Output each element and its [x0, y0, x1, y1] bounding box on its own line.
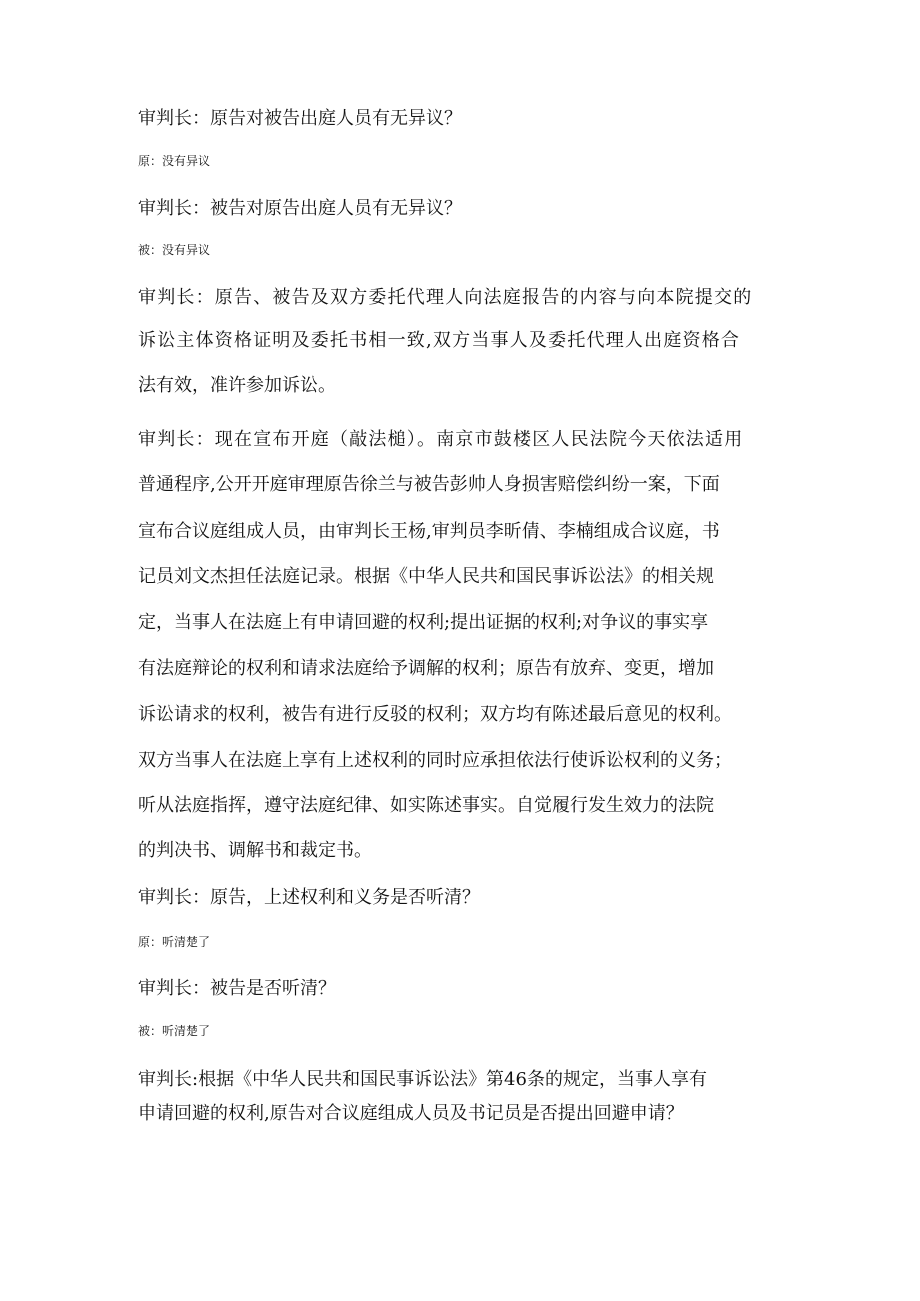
judge-line: 审判长：被告对原告出庭人员有无异议？	[138, 198, 462, 219]
judge-line: 审判长：原告对被告出庭人员有无异议？	[138, 108, 462, 129]
judge-paragraph-line: 双方当事人在法庭上享有上述权利的同时应承担依法行使诉讼权利的义务；	[138, 750, 732, 771]
judge-paragraph-line: 诉讼请求的权利，被告有进行反驳的权利；双方均有陈述最后意见的权利。	[138, 704, 732, 725]
judge-paragraph-line: 记员刘文杰担任法庭记录。根据《中华人民共和国民事诉讼法》的相关规	[138, 566, 714, 587]
judge-paragraph-line: 有法庭辩论的权利和请求法庭给予调解的权利；原告有放弃、变更，增加	[138, 658, 714, 679]
plaintiff-reply: 原：没有异议	[138, 154, 211, 168]
judge-paragraph-line: 的判决书、调解书和裁定书。	[138, 840, 372, 861]
judge-line: 审判长：原告，上述权利和义务是否听清？	[138, 887, 480, 908]
judge-paragraph-line: 听从法庭指挥，遵守法庭纪律、如实陈述事实。自觉履行发生效力的法院	[138, 795, 714, 816]
judge-paragraph-line: 审判长：原告、被告及双方委托代理人向法庭报告的内容与向本院提交的	[138, 287, 753, 308]
judge-paragraph-line: 定，当事人在法庭上有申请回避的权利;提出证据的权利;对争议的事实享	[138, 612, 709, 633]
judge-paragraph-line: 审判长:根据《中华人民共和国民事诉讼法》第46条的规定，当事人享有	[138, 1069, 707, 1090]
defendant-reply: 被：听清楚了	[138, 1024, 211, 1038]
judge-paragraph-line: 申请回避的权利,原告对合议庭组成人员及书记员是否提出回避申请？	[138, 1103, 684, 1124]
judge-line: 审判长：被告是否听清？	[138, 978, 336, 999]
plaintiff-reply: 原：听清楚了	[138, 935, 211, 949]
judge-paragraph-line: 审判长：现在宣布开庭（敲法槌）。南京市鼓楼区人民法院今天依法适用	[138, 429, 744, 450]
judge-paragraph-line: 普通程序,公开开庭审理原告徐兰与被告彭帅人身损害赔偿纠纷一案，下面	[138, 474, 720, 495]
judge-paragraph-line: 法有效，准许参加诉讼。	[138, 375, 336, 396]
defendant-reply: 被：没有异议	[138, 243, 211, 257]
judge-paragraph-line: 宣布合议庭组成人员，由审判长王杨,审判员李昕倩、李楠组成合议庭，书	[138, 521, 720, 542]
judge-paragraph-line: 诉讼主体资格证明及委托书相一致,双方当事人及委托代理人出庭资格合	[138, 330, 741, 351]
